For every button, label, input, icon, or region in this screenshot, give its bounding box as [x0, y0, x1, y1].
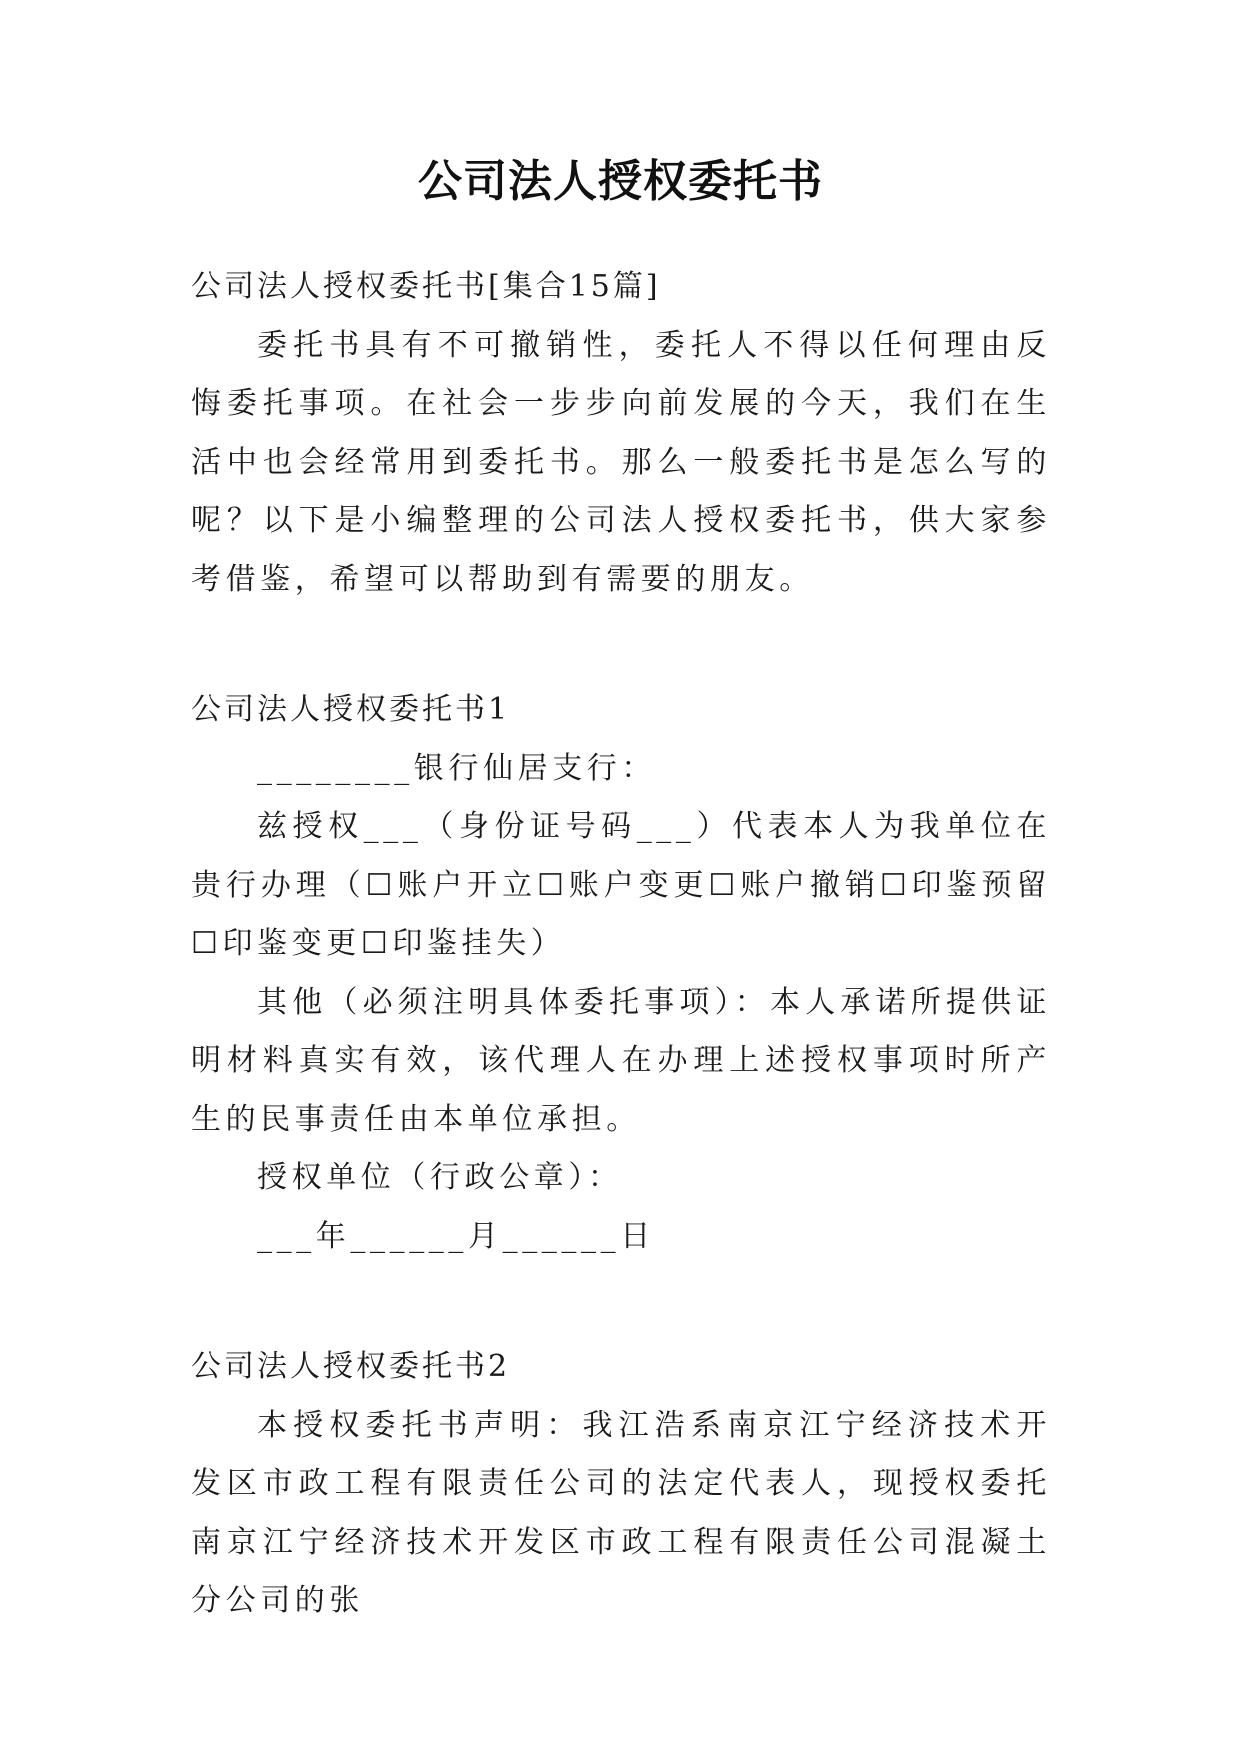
section-1-paragraph-2: 其他（必须注明具体委托事项）：本人承诺所提供证明材料真实有效，该代理人在办理上述授权事项时所产生的民事责任由本单位承担。 — [191, 984, 1051, 1137]
section-2-heading: 公司法人授权委托书2 — [191, 1349, 511, 1384]
section-1-addressee: ________银行仙居支行： — [257, 750, 656, 786]
section-1-paragraph-1: 兹授权___（身份证号码___）代表本人为我单位在贵行办理（☐账户开立☐账户变更☐账户撤销☐印鉴预留☐印鉴变更☐印鉴挂失） — [191, 809, 1051, 961]
section-1-signature-line: 授权单位（行政公章）： — [257, 1160, 623, 1195]
document-title: 公司法人授权委托书 — [418, 156, 823, 207]
section-spacer — [191, 609, 1051, 681]
intro-paragraph: 委托书具有不可撤销性，委托人不得以任何理由反悔委托事项。在社会一步步向前发展的今天，我们在生活中也会经常用到委托书。那么一般委托书是怎么写的呢？以下是小编整理的公司法人授权委托书，供大家参考借鉴，希望可以帮助到有需要的朋友。 — [191, 327, 1051, 597]
section-2-paragraph-1: 本授权委托书声明：我江浩系南京江宁经济技术开发区市政工程有限责任公司的法定代表人，现授权委托南京江宁经济技术开发区市政工程有限责任公司混凝土分公司的张 — [191, 1407, 1051, 1618]
section-1-date-line: ___年______月______日 — [257, 1218, 655, 1254]
section-spacer — [191, 1266, 1051, 1338]
section-1-heading: 公司法人授权委托书1 — [191, 692, 511, 727]
document-subtitle: 公司法人授权委托书[集合15篇] — [191, 269, 661, 304]
document-body — [191, 258, 1051, 1631]
